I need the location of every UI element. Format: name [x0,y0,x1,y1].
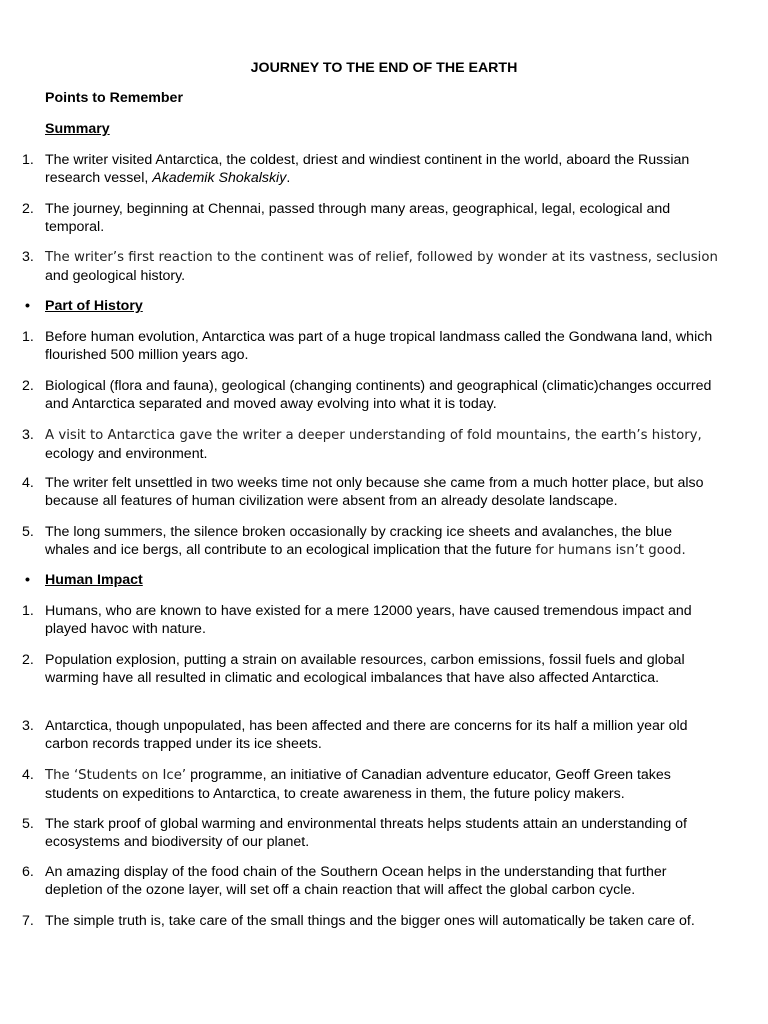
bullet-icon: • [25,572,30,588]
bullet-icon: • [25,298,30,314]
item-text: The long summers, the silence broken occasionally by cracking ice sheets and avalanches, the blue whales and ice bergs, all contribute to an ecological implication that the future for humans isn’t good. [45,524,686,558]
item-text: The ‘Students on Ice’ programme, an initiative of Canadian adventure educator, Geoff Green takes students on expeditions to Antarctica, to create awareness in them, the future policy makers. [45,767,671,802]
item-number: 2. [22,201,34,217]
item-number: 5. [22,524,34,540]
item-text: Before human evolution, Antarctica was part of a huge tropical landmass called the Gondwana land, which flourished 500 million years ago. [45,329,713,363]
vessel-name: Akademik Shokalskiy [152,170,287,186]
summary-item-3 [22,248,722,285]
impact-item-7 [22,912,722,930]
item-text: Biological (flora and fauna), geological (changing continents) and geographical (climatic)changes occurred and Antarctica separated and moved away evolving into what it is today. [45,378,712,412]
item-text: Antarctica, though unpopulated, has been affected and there are concerns for its half a million year old carbon records trapped under its ice sheets. [45,718,688,752]
item-number: 1. [22,329,34,345]
item-number: 3. [22,718,34,734]
impact-item-5 [22,815,722,851]
history-item-1 [22,328,722,364]
item-text: The stark proof of global warming and environmental threats helps students attain an understanding of ecosystems and biodiversity of our planet. [45,816,687,850]
item-number: 5. [22,816,34,832]
item-number: 2. [22,652,34,668]
item-number: 3. [22,249,34,265]
points-heading: Points to Remember [45,90,183,106]
item-text: Humans, who are known to have existed for a mere 12000 years, have caused tremendous impact and played havoc with nature. [45,603,692,637]
item-text: A visit to Antarctica gave the writer a deeper understanding of fold mountains, the earth’s history, ecology and environment. [45,428,702,462]
document-title: JOURNEY TO THE END OF THE EARTH [250,60,518,76]
item-text: An amazing display of the food chain of the Southern Ocean helps in the understanding that further depletion of the ozone layer, will set off a chain reaction that will affect the global carbon cycle. [45,864,667,898]
summary-item-2 [22,200,722,236]
item-number: 4. [22,475,34,491]
history-item-4 [22,474,722,510]
impact-item-3 [22,717,722,753]
item-number: 7. [22,913,34,929]
item-number: 1. [22,603,34,619]
item-text: Population explosion, putting a strain on available resources, carbon emissions, fossil fuels and global warming have all resulted in climatic and ecological imbalances that have also affected Antarctica. [45,652,685,686]
impact-heading: Human Impact [45,572,143,588]
item-number: 4. [22,767,34,783]
item-number: 1. [22,152,34,168]
impact-item-4 [22,766,722,803]
history-item-3 [22,426,722,463]
impact-item-2 [22,651,722,687]
item-text: The writer felt unsettled in two weeks time not only because she came from a much hotter place, but also because all features of human civilization were absent from an already desolate landscape. [45,475,704,509]
item-text: The simple truth is, take care of the small things and the bigger ones will automatically be taken care of. [45,913,695,929]
summary-item-1 [22,151,722,187]
impact-item-1 [22,602,722,638]
history-heading: Part of History [45,298,143,314]
impact-item-6 [22,863,722,899]
history-item-5 [22,523,722,560]
item-number: 3. [22,427,34,443]
item-text: The journey, beginning at Chennai, passed through many areas, geographical, legal, ecological and temporal. [45,201,671,235]
item-text: The writer’s first reaction to the continent was of relief, followed by wonder at its vastness, seclusion and geological history. [45,250,718,284]
item-number: 6. [22,864,34,880]
item-text: The writer visited Antarctica, the coldest, driest and windiest continent in the world, aboard the Russian research vessel, Akademik Shokalskiy. [45,152,690,186]
summary-heading: Summary [45,121,110,137]
item-number: 2. [22,378,34,394]
history-item-2 [22,377,722,413]
